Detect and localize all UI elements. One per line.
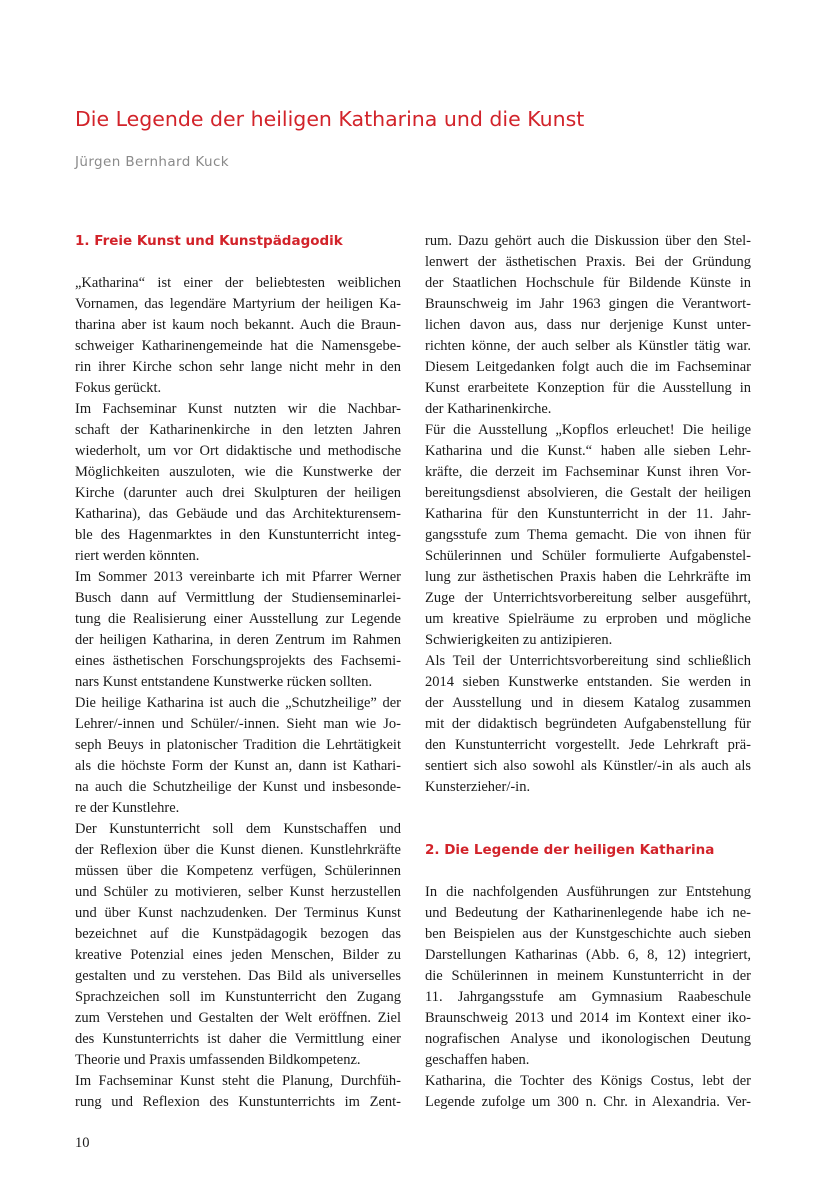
page-number: 10: [75, 1135, 90, 1151]
text-line: Sprachzeichen soll im Kunstunterricht den Zugang: [75, 989, 401, 1005]
text-line: wiederholt, um vor Ort didaktische und methodische: [75, 443, 401, 459]
paragraph: [75, 567, 401, 693]
text-line: nografischen Analyse und ikonologischen Deutung: [425, 1031, 751, 1047]
text-line: Darstellungen Katharinas (Abb. 6, 8, 12) integriert,: [425, 947, 751, 963]
text-line: Lehrer/-innen und Schüler/-innen. Sieht man wie Jo-: [75, 716, 401, 732]
paragraph: [75, 819, 401, 1071]
text-line: der Ausstellung und in diesem Katalog zusammen: [425, 695, 751, 711]
text-line: Schülerinnen und Schüler formulierte Aufgabenstel-: [425, 548, 751, 564]
text-line: Braunschweig 2013 und 2014 im Kontext einer iko-: [425, 1010, 751, 1026]
text-line: na auch die Schutzheilige der Kunst und insbesonde-: [75, 779, 401, 795]
section-heading-1: 1. Freie Kunst und Kunstpädagodik: [75, 233, 343, 249]
paragraph: [75, 273, 401, 399]
text-line: rin ihrer Kirche schon sehr lange nicht mehr in den: [75, 359, 401, 375]
text-line: Als Teil der Unterrichtsvorbereitung sind schließlich: [425, 653, 751, 669]
text-line: Kunsterzieher/-in.: [425, 779, 531, 795]
text-line: Der Kunstunterricht soll dem Kunstschaffen und: [75, 821, 401, 837]
text-line: gestalten und zu verstehen. Das Bild als universelles: [75, 968, 401, 984]
text-line: rung und Reflexion des Kunstunterrichts im Zent-: [75, 1094, 401, 1110]
text-line: ble des Hagenmarktes in den Kunstunterricht integ-: [75, 527, 401, 543]
text-line: Kirche (darunter auch drei Skulpturen der heiligen: [75, 485, 401, 501]
text-line: Schwierigkeiten zu antizipieren.: [425, 632, 613, 648]
text-line: Legende zufolge um 300 n. Chr. in Alexandria. Ver-: [425, 1094, 751, 1110]
text-line: riert werden könnten.: [75, 548, 200, 564]
text-line: Möglichkeiten auszuloten, wie die Kunstwerke der: [75, 464, 401, 480]
text-line: gangsstufe zum Thema gemacht. Die von ihnen für: [425, 527, 751, 543]
text-line: um kreative Spielräume zu erproben und mögliche: [425, 611, 751, 627]
text-line: Für die Ausstellung „Kopflos erleuchet! Die heilige: [425, 422, 751, 438]
text-line: der heiligen Katharina, in deren Zentrum im Rahmen: [75, 632, 401, 648]
text-line: lichen davon aus, dass nur derjenige Kunst unter-: [425, 317, 751, 333]
text-line: schaft der Katharinenkirche in den letzten Jahren: [75, 422, 401, 438]
text-line: Katharina), das Gebäude und das Architekturensem-: [75, 506, 401, 522]
text-line: Diesem Leitgedanken folgt auch die im Fachseminar: [425, 359, 751, 375]
text-line: der Staatlichen Hochschule für Bildende Künste in: [425, 275, 751, 291]
text-line: müssen über die Kompetenz verfügen, Schülerinnen: [75, 863, 401, 879]
section-heading-2: 2. Die Legende der heiligen Katharina: [425, 842, 715, 858]
text-line: Im Sommer 2013 vereinbarte ich mit Pfarrer Werner: [75, 569, 401, 585]
text-line: des Kunstunterrichts ist daher die Vermittlung einer: [75, 1031, 401, 1047]
text-line: Im Fachseminar Kunst steht die Planung, Durchfüh-: [75, 1073, 401, 1089]
text-line: Fokus gerückt.: [75, 380, 162, 396]
text-line: Braunschweig im Jahr 1963 gingen die Verantwort-: [425, 296, 751, 312]
text-line: In die nachfolgenden Ausführungen zur Entstehung: [425, 884, 751, 900]
right-column-body-bottom: [425, 882, 751, 1113]
text-line: Die heilige Katharina ist auch die „Schutzheilige” der: [75, 695, 401, 711]
text-line: der Reflexion über die Kunst dienen. Kunstlehrkräfte: [75, 842, 401, 858]
text-line: kräfte, die derzeit im Fachseminar Kunst ihren Vor-: [425, 464, 751, 480]
text-line: richten könne, der auch selber als Künstler tätig war.: [425, 338, 751, 354]
text-line: Busch dann auf Vermittlung der Studienseminarlei-: [75, 590, 401, 606]
text-line: 11. Jahrgangsstufe am Gymnasium Raabeschule: [425, 989, 751, 1005]
text-line: lenwert der ästhetischen Praxis. Bei der Gründung: [425, 254, 751, 270]
text-line: tung die Realisierung einer Ausstellung zur Legende: [75, 611, 401, 627]
text-line: Theorie und Praxis umfassenden Bildkompetenz.: [75, 1052, 361, 1068]
text-line: Katharina und die Kunst.“ haben alle sieben Lehr-: [425, 443, 751, 459]
right-column: [425, 231, 751, 1113]
paragraph: [75, 1071, 401, 1113]
text-line: Im Fachseminar Kunst nutzten wir die Nachbar-: [75, 401, 401, 417]
text-line: rum. Dazu gehört auch die Diskussion über den Stel-: [425, 233, 751, 249]
paragraph: [75, 693, 401, 819]
text-line: eines ästhetischen Forschungsprojekts des Fachsemi-: [75, 653, 401, 669]
text-line: 2014 sieben Kunstwerke entstanden. Sie werden in: [425, 674, 751, 690]
paragraph: [425, 882, 751, 1071]
text-line: Katharina für den Kunstunterricht in der 11. Jahr-: [425, 506, 751, 522]
text-line: re der Kunstlehre.: [75, 800, 180, 816]
text-line: Vornamen, das legendäre Martyrium der heiligen Ka-: [75, 296, 401, 312]
text-line: und Bedeutung der Katharinenlegende habe ich ne-: [425, 905, 751, 921]
text-line: und über Kunst nachzudenken. Der Terminus Kunst: [75, 905, 401, 921]
paragraph: [75, 399, 401, 567]
text-line: zum Verstehen und Gestalten der Welt eröffnen. Ziel: [75, 1010, 401, 1026]
text-line: tharina aber ist kaum noch bekannt. Auch die Braun-: [75, 317, 401, 333]
text-line: und Schüler zu motivieren, selber Kunst herzustellen: [75, 884, 401, 900]
text-line: lung zur ästhetischen Praxis haben die Lehrkräfte im: [425, 569, 751, 585]
text-line: schweiger Katharinengemeinde hat die Namensgebe-: [75, 338, 401, 354]
paragraph: [425, 651, 751, 798]
left-column-body: [75, 273, 401, 1113]
article-title: Die Legende der heiligen Katharina und die Kunst: [75, 107, 585, 131]
text-line: mit der didaktisch begründeten Aufgabenstellung für: [425, 716, 751, 732]
text-line: Zuge der Unterrichtsvorbereitung selber ausgeführt,: [425, 590, 751, 606]
text-line: ben Beispielen aus der Kunstgeschichte auch sieben: [425, 926, 751, 942]
paragraph: [425, 1071, 751, 1113]
text-line: der Katharinenkirche.: [425, 401, 552, 417]
right-column-body-top: [425, 231, 751, 798]
paragraph: [425, 231, 751, 420]
text-line: kreative Potenzial eines jeden Menschen, Bilder zu: [75, 947, 401, 963]
text-line: geschaffen haben.: [425, 1052, 530, 1068]
paragraph: [425, 420, 751, 651]
left-column: [75, 231, 401, 1113]
text-line: nars Kunst entstandene Kunstwerke rücken sollten.: [75, 674, 373, 690]
article-author: Jürgen Bernhard Kuck: [75, 154, 229, 170]
text-line: Katharina, die Tochter des Königs Costus, lebt der: [425, 1073, 751, 1089]
text-line: Kunst erarbeitete Konzeption für die Ausstellung in: [425, 380, 751, 396]
text-line: „Katharina“ ist einer der beliebtesten weiblichen: [75, 275, 401, 291]
text-line: sentiert sich also sowohl als Künstler/-in als auch als: [425, 758, 751, 774]
text-line: bereitungsdienst absolvieren, die Gestalt der heiligen: [425, 485, 751, 501]
text-line: die Schülerinnen in meinem Kunstunterricht in der: [425, 968, 751, 984]
text-line: als die höchste Form der Kunst an, dann ist Kathari-: [75, 758, 401, 774]
text-line: den Kunstunterricht vorgestellt. Jede Lehrkraft prä-: [425, 737, 751, 753]
text-line: bezeichnet auf die Kunstpädagogik bezogen das: [75, 926, 401, 942]
text-line: seph Beuys in platonischer Tradition die Lehrtätigkeit: [75, 737, 401, 753]
